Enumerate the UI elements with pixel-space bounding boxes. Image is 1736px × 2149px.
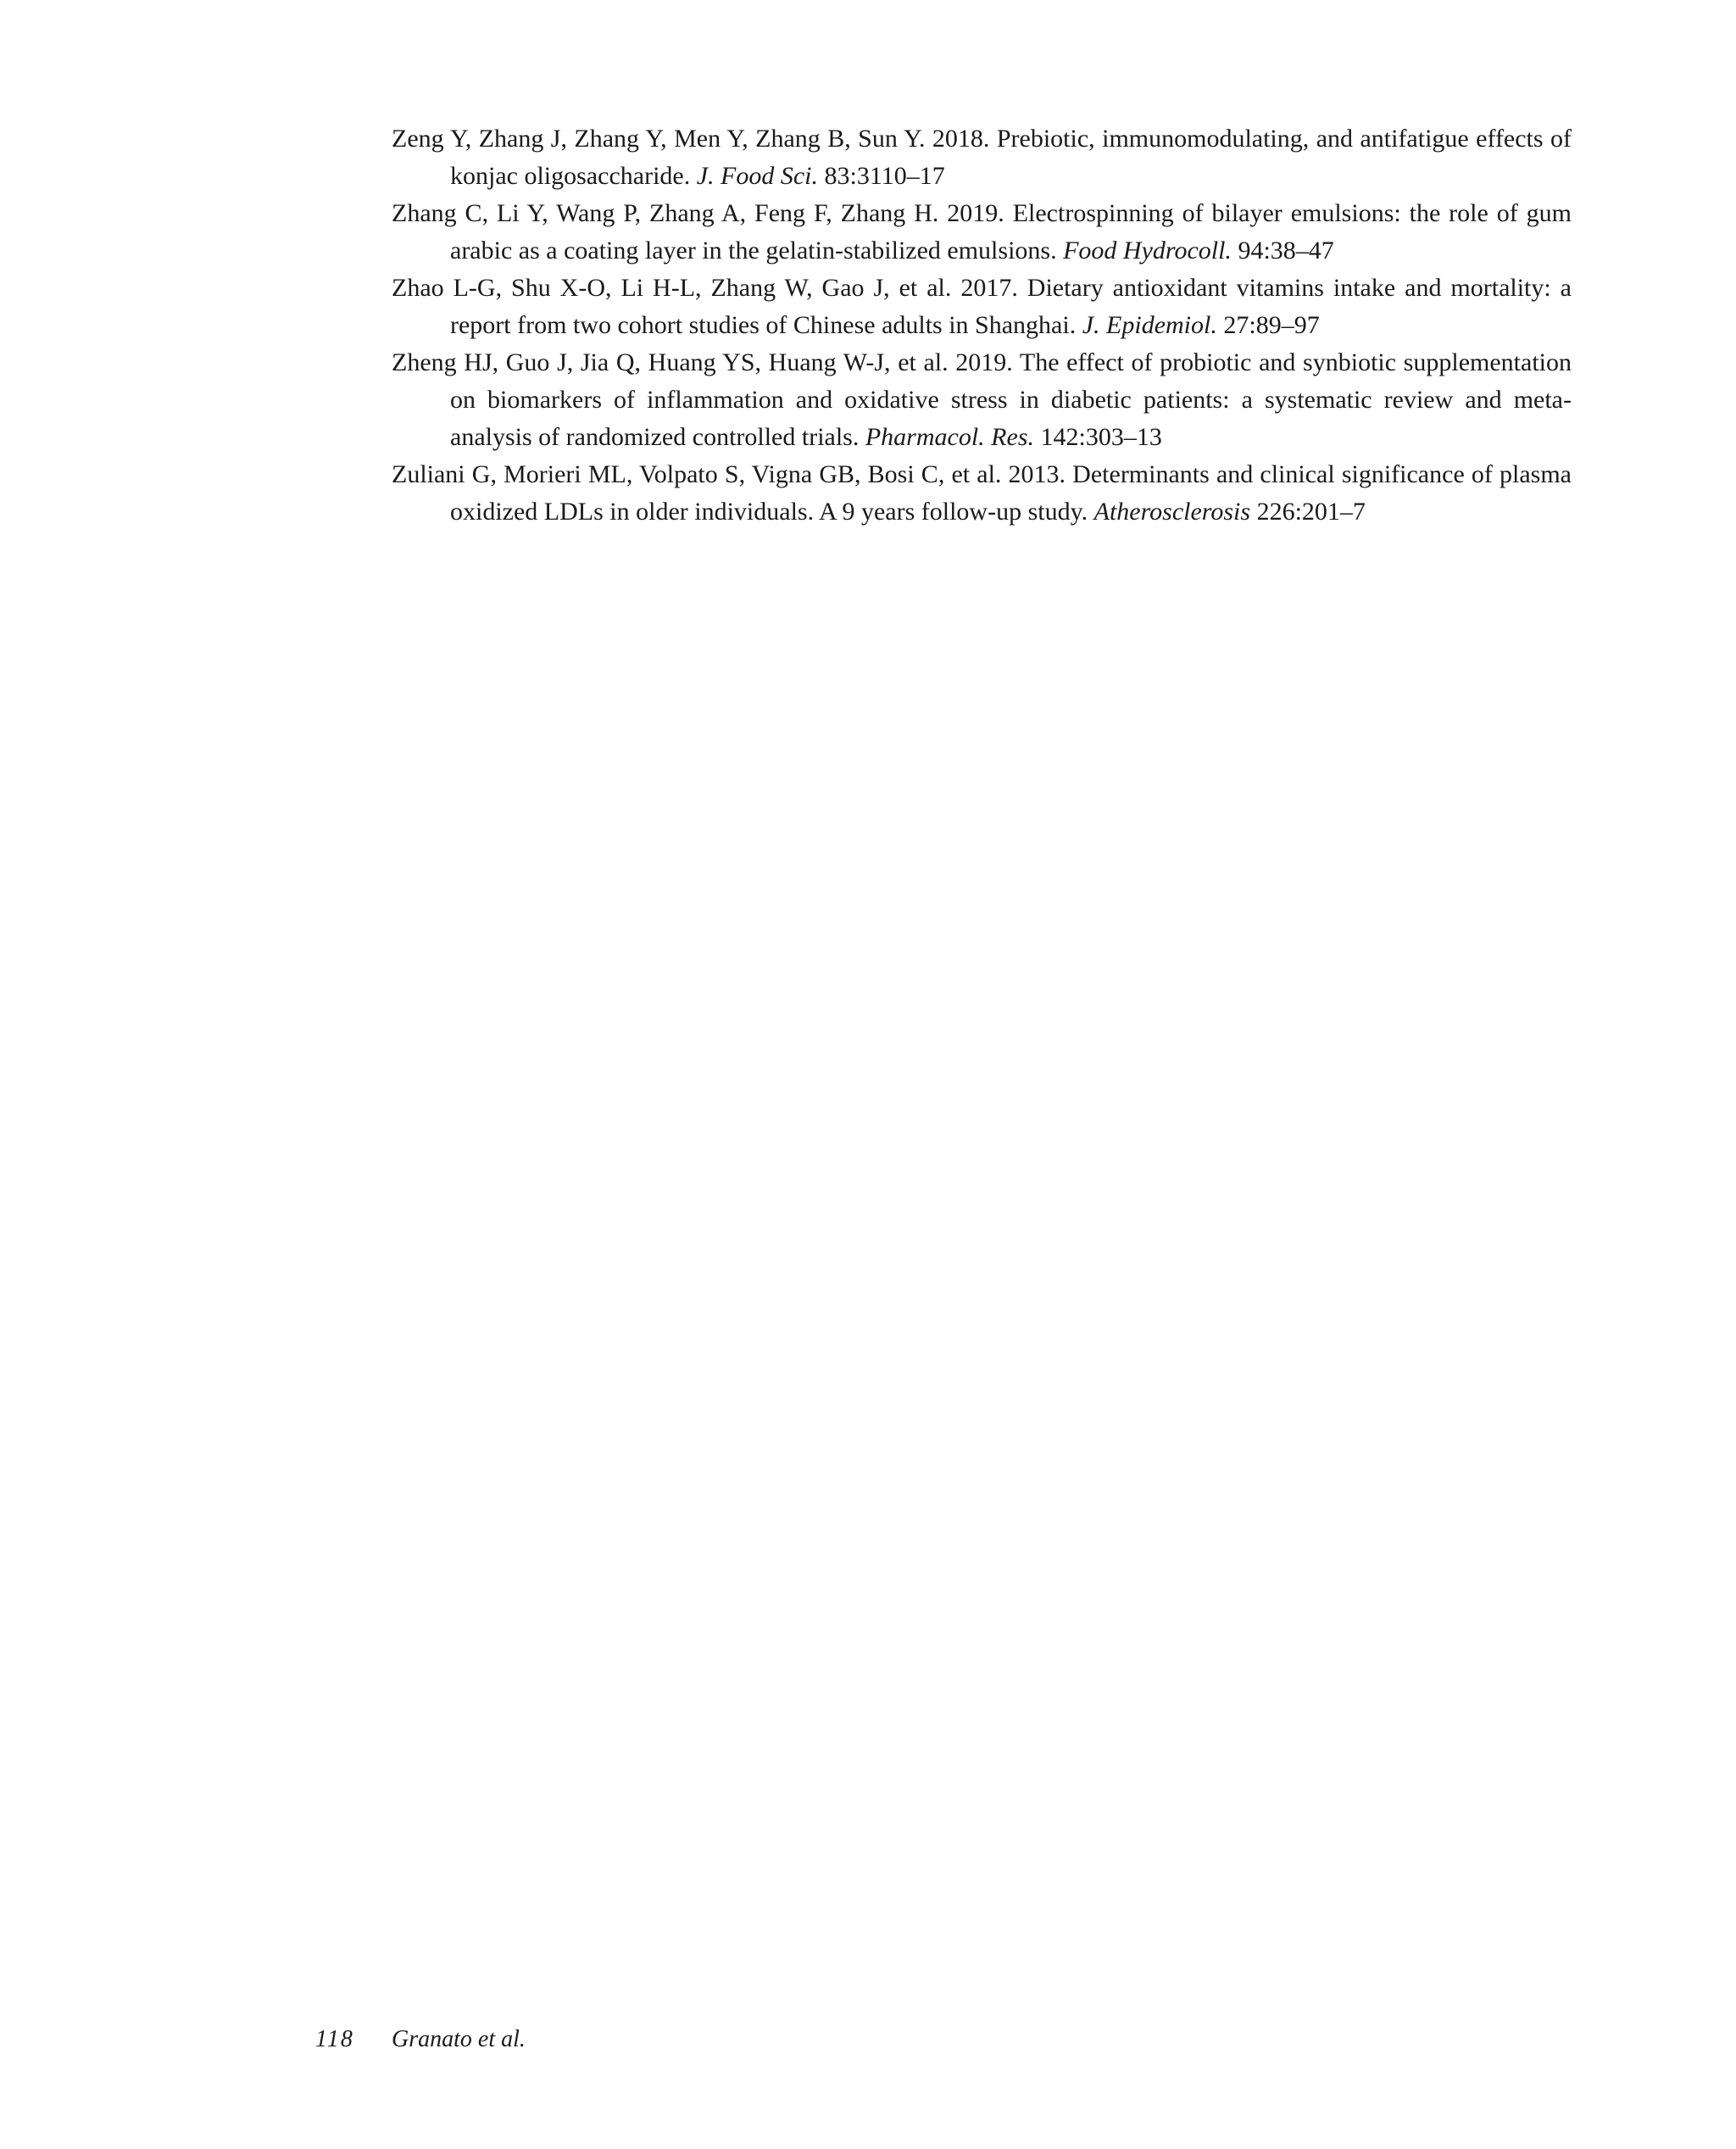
page-footer (0, 2023, 1736, 2057)
reference-text: Zheng HJ, Guo J, Jia Q, Huang YS, Huang W-J, et al. 2019. The effect of probiotic and synbiotic supplementation on biomarkers of inflammation and oxidative stress in diabetic patients: a systematic review and meta-analysis of randomized controlled trials. (392, 348, 1572, 451)
running-head: Granato et al. (392, 2026, 526, 2052)
reference-entry (392, 456, 1572, 531)
reference-entry (392, 120, 1572, 195)
reference-text: Zuliani G, Morieri ML, Volpato S, Vigna GB, Bosi C, et al. 2013. Determinants and clinical significance of plasma oxidized LDLs in older individuals. A 9 years follow-up study. (392, 460, 1572, 526)
reference-entry (392, 195, 1572, 270)
reference-text: Zhao L-G, Shu X-O, Li H-L, Zhang W, Gao J, et al. 2017. Dietary antioxidant vitamins intake and mortality: a report from two cohort studies of Chinese adults in Shanghai. (392, 274, 1572, 339)
reference-volume-pages: 94:38–47 (1231, 237, 1334, 264)
reference-volume-pages: 142:303–13 (1034, 423, 1162, 451)
reference-volume-pages: 27:89–97 (1216, 311, 1320, 339)
page-number: 118 (315, 2026, 354, 2052)
journal-name: J. Epidemiol. (1082, 311, 1217, 339)
reference-entry (392, 344, 1572, 456)
reference-volume-pages: 83:3110–17 (818, 162, 945, 190)
reference-text: Zeng Y, Zhang J, Zhang Y, Men Y, Zhang B, Sun Y. 2018. Prebiotic, immunomodulating, and antifatigue effects of konjac oligosaccharide. (392, 125, 1572, 190)
journal-name: Food Hydrocoll. (1063, 237, 1232, 264)
journal-name: J. Food Sci. (696, 162, 819, 190)
reference-volume-pages: 226:201–7 (1250, 498, 1366, 526)
journal-name: Pharmacol. Res. (865, 423, 1034, 451)
reference-list (392, 120, 1572, 531)
journal-name: Atherosclerosis (1093, 498, 1251, 526)
reference-text: Zhang C, Li Y, Wang P, Zhang A, Feng F, Zhang H. 2019. Electrospinning of bilayer emulsions: the role of gum arabic as a coating layer in the gelatin-stabilized emulsions. (392, 199, 1572, 264)
reference-entry (392, 270, 1572, 344)
